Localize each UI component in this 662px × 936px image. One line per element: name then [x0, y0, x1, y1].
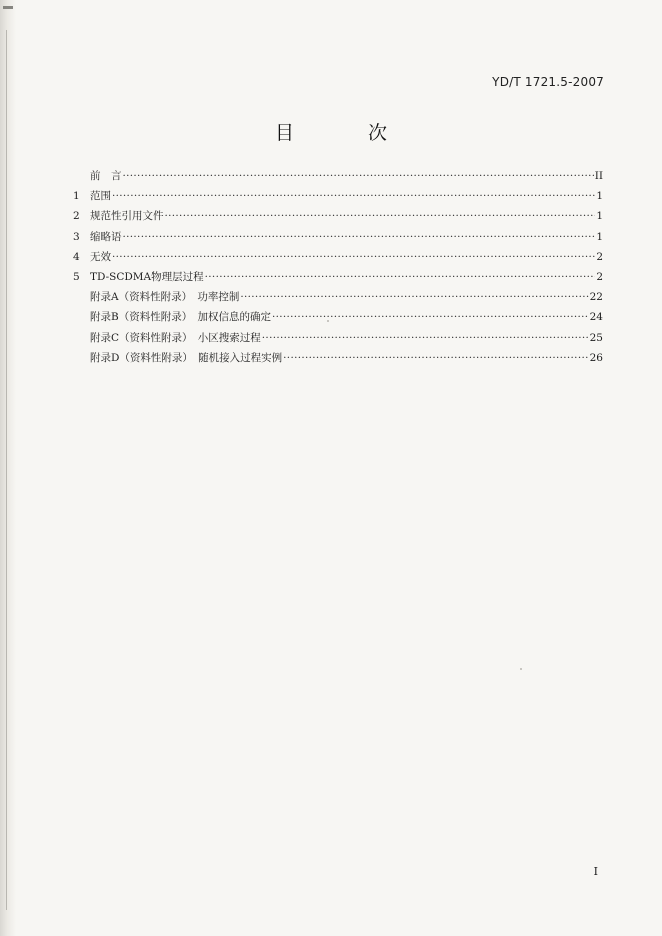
toc-entry-label: [73, 287, 239, 307]
toc-leader-dots: [205, 267, 596, 287]
toc-entry-label: [73, 348, 282, 368]
toc-entry-label: [73, 166, 122, 186]
toc-entry-number: 1: [73, 190, 80, 203]
toc-leader-dots: [262, 328, 589, 348]
toc-entry-title: 缩略语: [90, 230, 122, 243]
toc-entry-annex-a[interactable]: [73, 287, 603, 307]
toc-entry-foreword[interactable]: [73, 166, 603, 186]
toc-entry-title: 附录A（资料性附录） 功率控制: [90, 291, 240, 304]
toc-entry-annex-c[interactable]: [73, 328, 603, 348]
page-number: I: [593, 865, 598, 878]
toc-leader-dots: [165, 206, 596, 226]
toc-leader-dots: [283, 348, 588, 368]
binding-mark: [3, 6, 13, 9]
toc-entry-label: [73, 307, 271, 327]
toc-leader-dots: [112, 186, 595, 206]
toc-entry-title: 范围: [90, 190, 111, 203]
toc-leader-dots: [272, 307, 589, 327]
toc-entry-physical-layer-procedures[interactable]: [73, 267, 603, 287]
toc-entry-number: 5: [73, 270, 80, 283]
toc-entry-page: II: [594, 170, 603, 182]
toc-entry-title: 前 言: [90, 170, 122, 182]
toc-entry-number: 4: [73, 250, 80, 263]
table-of-contents: [73, 166, 603, 368]
toc-entry-page: 22: [589, 291, 603, 304]
toc-entry-page: 1: [596, 190, 603, 203]
toc-entry-label: [73, 186, 111, 206]
toc-entry-page: 2: [596, 270, 603, 283]
toc-entry-page: 1: [596, 210, 603, 223]
toc-entry-number: 2: [73, 210, 80, 223]
toc-entry-void[interactable]: [73, 247, 603, 267]
toc-entry-annex-b[interactable]: [73, 307, 603, 327]
toc-entry-title: 附录C（资料性附录） 小区搜索过程: [90, 331, 261, 344]
toc-entry-title: TD-SCDMA物理层过程: [90, 270, 204, 283]
binding-line: [6, 30, 7, 910]
toc-entry-title: 附录D（资料性附录） 随机接入过程实例: [90, 351, 283, 364]
toc-leader-dots: [123, 166, 594, 186]
toc-entry-title: 附录B（资料性附录） 加权信息的确定: [90, 311, 271, 324]
toc-entry-label: [73, 267, 204, 287]
document-code: YD/T 1721.5-2007: [492, 75, 604, 89]
toc-entry-scope[interactable]: [73, 186, 603, 206]
toc-entry-title: 无效: [90, 250, 111, 263]
toc-entry-abbreviations[interactable]: [73, 227, 603, 247]
toc-entry-normative-references[interactable]: [73, 206, 603, 226]
toc-entry-page: 26: [589, 351, 603, 364]
toc-leader-dots: [240, 287, 588, 307]
toc-entry-label: [73, 206, 164, 226]
page-title: 目 次: [274, 122, 422, 144]
toc-entry-label: [73, 328, 261, 348]
toc-entry-title: 规范性引用文件: [90, 210, 164, 223]
toc-entry-page: 25: [589, 331, 603, 344]
scan-speck: [327, 320, 329, 322]
toc-leader-dots: [112, 247, 595, 267]
toc-entry-page: 24: [589, 311, 603, 324]
toc-entry-page: 2: [596, 250, 603, 263]
toc-entry-annex-d[interactable]: [73, 348, 603, 368]
toc-entry-number: 3: [73, 230, 80, 243]
toc-entry-label: [73, 227, 122, 247]
toc-entry-page: 1: [596, 230, 603, 243]
toc-entry-label: [73, 247, 111, 267]
toc-leader-dots: [123, 227, 596, 247]
scan-speck: [520, 668, 522, 670]
